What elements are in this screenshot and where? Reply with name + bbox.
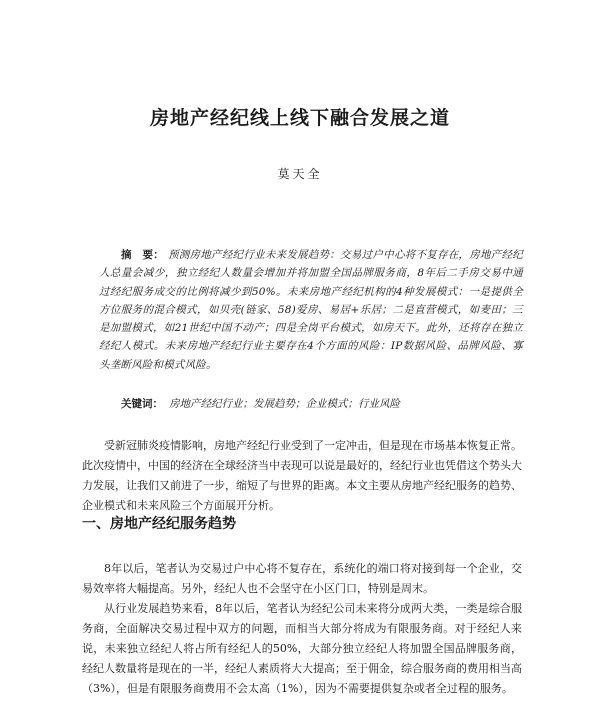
intro-paragraph: 受新冠肺炎疫情影响，房地产经纪行业受到了一定冲击，但是现在市场基本恢复正常。此次疫情中，中国的经济在全球经济当中表现可以说是最好的，经纪行业也凭借这个势头大力发展，让我们又前进了一步，缩短了与世界的距离。本文主要从房地产经纪服务的趋势、企业模式和未来风险三个方面展开分析。 (82, 439, 522, 512)
keywords-text: 房地产经纪行业；发展趋势；企业模式；行业风险 (169, 398, 400, 410)
body-paragraph-2: 从行业发展趋势来看，8年以后，笔者认为经纪公司未来将分成两大类，一类是综合服务商，全面解决交易过程中双方的问题，而相当大部分将成为有限服务商。对于经纪人来说，未来独立经纪人将占所有经纪人的50%，大部分独立经纪人将加盟全国品牌服务商，经纪人数量将是现在的一半，经纪人素质将大大提高；至于佣金，综合服务商的费用相当高（3%），但是有限服务商费用不会太高（1%），因为不需要提供复杂或者全过程的服务。 (82, 602, 522, 695)
section-heading: 一、房地产经纪服务趋势 (82, 516, 236, 532)
body-paragraph-1: 8年以后，笔者认为交易过户中心将不复存在，系统化的端口将对接到每一个企业，交易效率将大幅提高。另外，经纪人也不会坚守在小区门口，特别是周末。 (82, 562, 522, 595)
keywords (121, 396, 523, 411)
paper-author: 莫天全 (277, 167, 323, 181)
abstract-text: 预测房地产经纪行业未来发展趋势：交易过户中心将不复存在，房地产经纪人总量会减少，独立经纪人数量会增加并将加盟全国品牌服务商，8年后二手房交易中通过经纪服务成交的比例将减少到50%。未来房地产经纪机构的4种发展模式：一是提供全方位服务的混合模式，如贝壳(链家、58)爱房、易居+乐居；二是直营模式，如麦田；三是加盟模式，如21世纪中国不动产；四是全岗平台模式，如房天下。此外，还将存在独立经纪人模式。未来房地产经纪行业主要存在4个方面的风险：IP数据风险、品牌风险、寡头垄断风险和模式风险。 (99, 249, 523, 371)
abstract (99, 246, 523, 374)
keywords-label: 关键词： (121, 398, 163, 410)
paper-title: 房地产经纪线上线下融合发展之道 (149, 107, 450, 129)
abstract-label: 摘 要： (121, 249, 165, 261)
